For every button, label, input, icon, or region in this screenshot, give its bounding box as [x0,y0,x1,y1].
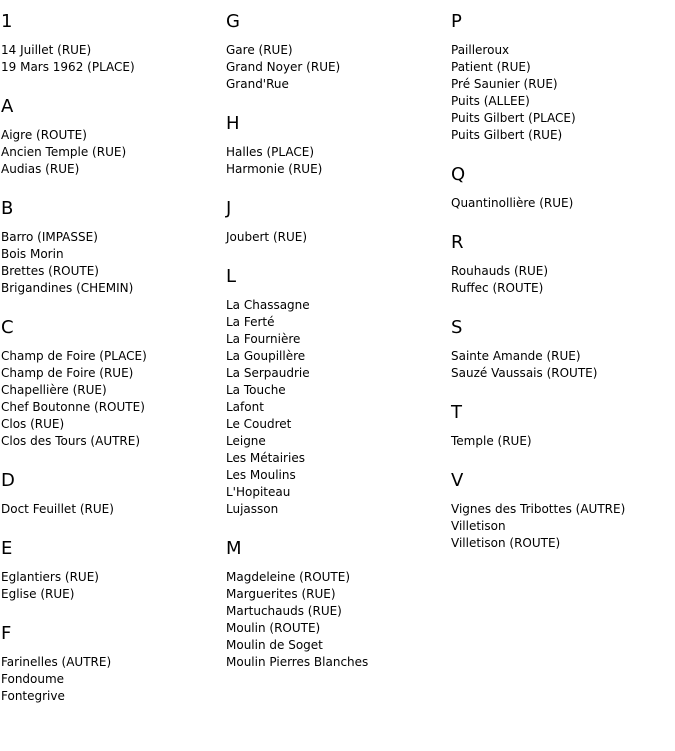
street-item: Eglise (RUE) [1,587,75,601]
street-item: Puits Gilbert (PLACE) [451,111,576,125]
street-list [451,195,675,212]
street-list [451,433,675,450]
letter-group [226,199,451,246]
letter-group [226,539,451,671]
index-column [451,0,675,552]
index-column [1,0,226,705]
street-item: Le Coudret [226,417,292,431]
street-item: Moulin de Soget [226,638,323,652]
street-item: La Fournière [226,332,301,346]
street-item: La Goupillère [226,349,306,363]
index-column [226,0,451,671]
street-item: Quantinollière (RUE) [451,196,574,210]
street-list [1,42,226,76]
letter-group [451,233,675,297]
street-item: Puits (ALLEE) [451,94,530,108]
street-item: Joubert (RUE) [226,230,308,244]
street-item: Martuchauds (RUE) [226,604,342,618]
street-item: Puits Gilbert (RUE) [451,128,563,142]
letter-heading: C [1,317,14,338]
street-item: Fondoume [1,672,65,686]
letter-heading: P [451,11,462,32]
street-item: Sainte Amande (RUE) [451,349,581,363]
street-item: Grand Noyer (RUE) [226,60,341,74]
street-list [451,42,675,144]
letter-heading: R [451,232,464,253]
street-list [451,348,675,382]
street-item: Brettes (ROUTE) [1,264,99,278]
letter-group [451,471,675,552]
street-item: Leigne [226,434,266,448]
letter-heading: T [451,402,462,423]
street-item: Moulin Pierres Blanches [226,655,369,669]
street-item: Gare (RUE) [226,43,293,57]
letter-heading: H [226,113,240,134]
street-item: Les Moulins [226,468,296,482]
letter-group [451,165,675,212]
letter-heading: G [226,11,240,32]
letter-group [226,267,451,518]
letter-group [226,114,451,178]
letter-heading: M [226,538,242,559]
letter-group [1,199,226,297]
street-list [226,229,451,246]
street-item: Lafont [226,400,264,414]
street-item: La Touche [226,383,286,397]
street-item: Halles (PLACE) [226,145,315,159]
street-item: Temple (RUE) [451,434,532,448]
street-item: Sauzé Vaussais (ROUTE) [451,366,598,380]
street-item: Brigandines (CHEMIN) [1,281,134,295]
street-item: Patient (RUE) [451,60,531,74]
letter-group [1,624,226,705]
street-item: Farinelles (AUTRE) [1,655,112,669]
street-list [1,348,226,450]
street-item: Audias (RUE) [1,162,80,176]
street-list [1,654,226,705]
letter-group [1,539,226,603]
letter-heading: J [226,198,232,219]
street-item: Les Métairies [226,451,305,465]
street-item: Pré Saunier (RUE) [451,77,558,91]
letter-heading: E [1,538,13,559]
street-item: Eglantiers (RUE) [1,570,99,584]
street-list [1,127,226,178]
letter-heading: A [1,96,14,117]
letter-group [451,318,675,382]
street-item: Villetison [451,519,506,533]
street-item: Doct Feuillet (RUE) [1,502,114,516]
street-list [451,501,675,552]
letter-group [1,471,226,518]
street-item: Chapellière (RUE) [1,383,107,397]
street-item: Clos des Tours (AUTRE) [1,434,141,448]
street-item: Ancien Temple (RUE) [1,145,127,159]
letter-group [1,318,226,450]
street-item: Clos (RUE) [1,417,65,431]
street-item: Moulin (ROUTE) [226,621,321,635]
letter-group [1,97,226,178]
street-item: Ruffec (ROUTE) [451,281,544,295]
street-item: La Ferté [226,315,275,329]
street-item: La Serpaudrie [226,366,310,380]
street-item: Lujasson [226,502,279,516]
street-list [1,569,226,603]
street-item: Marguerites (RUE) [226,587,336,601]
street-item: Grand'Rue [226,77,289,91]
letter-heading: S [451,317,463,338]
letter-group [451,403,675,450]
letter-heading: Q [451,164,466,185]
letter-heading: F [1,623,12,644]
letter-heading: 1 [1,11,13,32]
letter-heading: D [1,470,15,491]
street-list [226,144,451,178]
letter-heading: V [451,470,464,491]
street-item: Magdeleine (ROUTE) [226,570,351,584]
street-item: Pailleroux [451,43,510,57]
street-item: 19 Mars 1962 (PLACE) [1,60,135,74]
street-item: Chef Boutonne (ROUTE) [1,400,145,414]
street-list [226,42,451,93]
street-list [1,501,226,518]
street-item: Vignes des Tribottes (AUTRE) [451,502,626,516]
letter-heading: L [226,266,237,287]
letter-group [451,12,675,144]
street-list [451,263,675,297]
street-item: 14 Juillet (RUE) [1,43,92,57]
street-item: Rouhauds (RUE) [451,264,549,278]
street-item: Harmonie (RUE) [226,162,323,176]
street-list [1,229,226,297]
letter-group [226,12,451,93]
street-item: Barro (IMPASSE) [1,230,98,244]
street-item: Champ de Foire (PLACE) [1,349,147,363]
street-item: L'Hopiteau [226,485,291,499]
street-item: Villetison (ROUTE) [451,536,561,550]
letter-group [1,12,226,76]
street-item: La Chassagne [226,298,310,312]
letter-heading: B [1,198,14,219]
street-item: Champ de Foire (RUE) [1,366,134,380]
street-item: Bois Morin [1,247,64,261]
street-list [226,569,451,671]
street-item: Aigre (ROUTE) [1,128,87,142]
street-list [226,297,451,518]
street-item: Fontegrive [1,689,65,703]
